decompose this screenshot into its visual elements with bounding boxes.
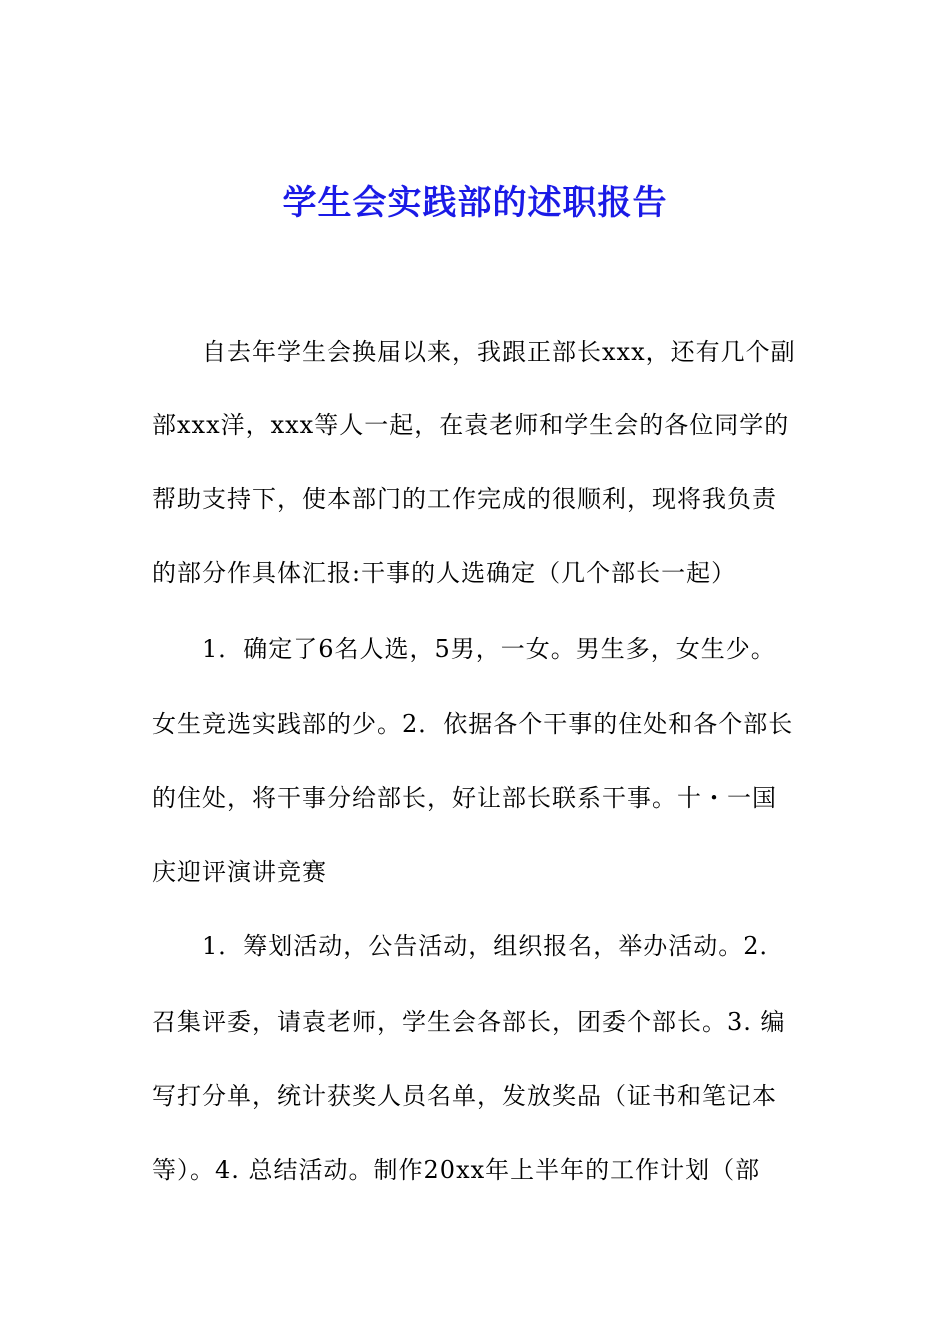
- paragraph-line: 部xxx洋，xxx等人一起，在袁老师和学生会的各位同学的: [152, 411, 790, 439]
- document-title: 学生会实践部的述职报告: [282, 183, 668, 223]
- paragraph-line: 1．确定了6名人选，5男，一女。男生多，女生少。: [202, 635, 776, 663]
- paragraph-line: 帮助支持下，使本部门的工作完成的很顺利，现将我负责: [152, 485, 777, 513]
- paragraph-line: 女生竞选实践部的少。2．依据各个干事的住处和各个部长: [152, 710, 794, 738]
- paragraph-line: 召集评委，请袁老师，学生会各部长，团委个部长。3. 编: [152, 1008, 786, 1036]
- paragraph-line: 1．筹划活动，公告活动，组织报名，举办活动。2．: [202, 932, 785, 960]
- paragraph-line: 的部分作具体汇报:干事的人选确定（几个部长一起）: [152, 559, 737, 587]
- paragraph-line: 庆迎评演讲竞赛: [152, 858, 327, 886]
- paragraph-line: 写打分单，统计获奖人员名单，发放奖品（证书和笔记本: [152, 1082, 777, 1110]
- paragraph-line: 等）。4. 总结活动。制作20xx年上半年的工作计划（部: [152, 1156, 761, 1184]
- paragraph-line: 的住处，将干事分给部长，好让部长联系干事。十・一国: [152, 784, 777, 812]
- paragraph-line: 自去年学生会换届以来，我跟正部长xxx，还有几个副: [202, 338, 796, 366]
